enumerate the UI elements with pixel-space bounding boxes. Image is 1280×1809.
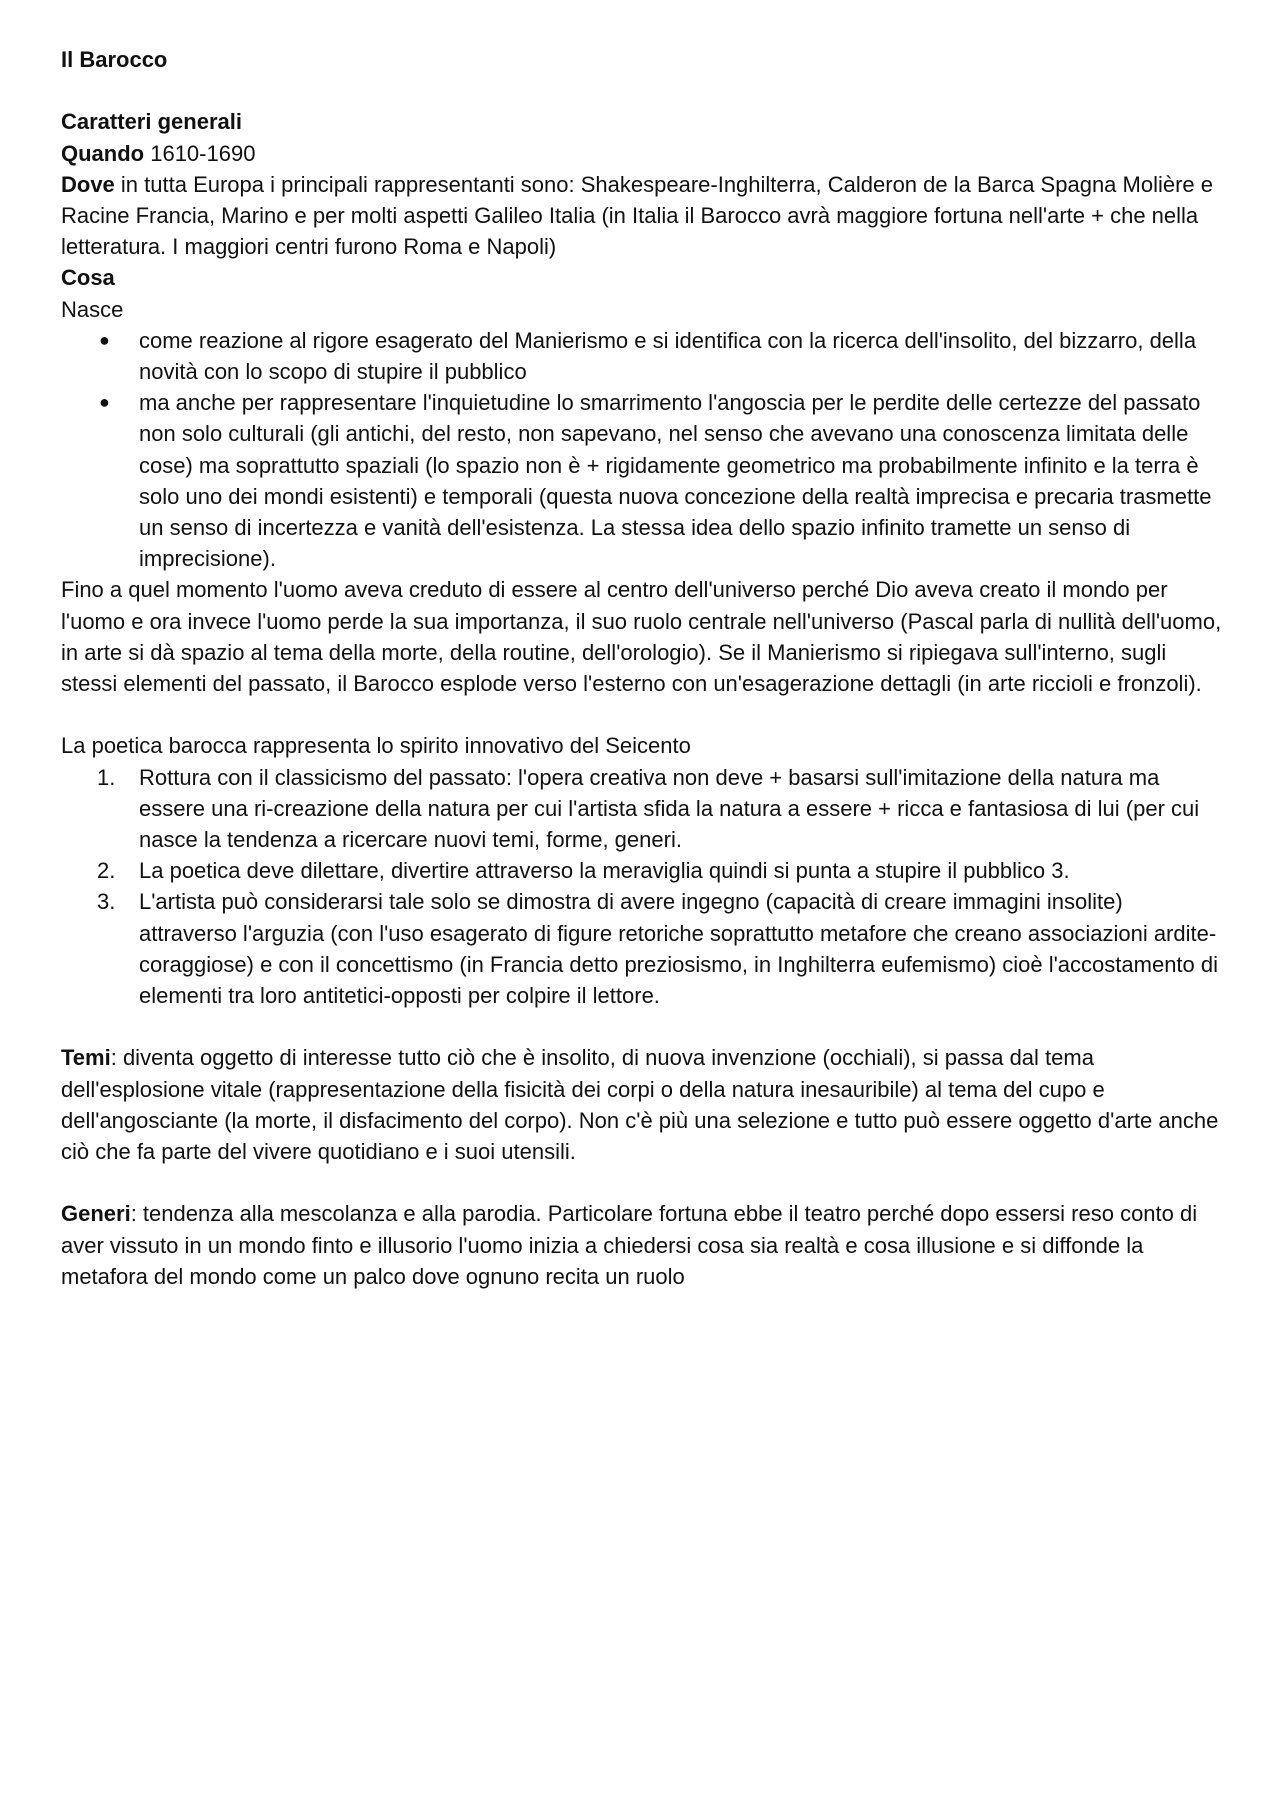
list-text: Rottura con il classicismo del passato: l'opera creativa non deve + basarsi sull'imitazione della natura ma essere una ri-creazione della natura per cui l'artista sfida la natura a essere + ricca e fantasiosa di lui (per cui nasce la tendenza a ricercare nuovi temi, forme, generi. (139, 764, 1200, 853)
bullet-text: ma anche per rappresentare l'inquietudine lo smarrimento l'angoscia per le perdite delle certezze del passato non solo culturali (gli antichi, del resto, non sapevano, nel senso che avevano una conoscenza limitata delle cose) ma soprattutto spaziali (lo spazio non è + rigidamente geometrico ma probabilmente infinito e la terra è solo uno dei mondi esistenti) e temporali (questa nuova concezione della realtà imprecisa e precaria trasmette un senso di incertezza e vanità dell'esistenza. La stessa idea dello spazio infinito tramette un senso di imprecisione). (139, 390, 1212, 572)
poetica-intro: La poetica barocca rappresenta lo spirito innovativo del Seicento (61, 733, 691, 759)
quando-label: Quando (61, 140, 145, 166)
document-page (61, 44, 1226, 1292)
bullet-icon: ● (99, 329, 110, 350)
cosa-intro: Nasce (61, 296, 124, 322)
dove-label: Dove (61, 171, 115, 197)
list-item (61, 387, 1226, 574)
list-item (61, 325, 1226, 387)
list-item (61, 762, 1226, 856)
section-heading: Caratteri generali (61, 109, 242, 135)
spacer (61, 1167, 1226, 1198)
paragraph-uomo: Fino a quel momento l'uomo aveva creduto di essere al centro dell'universo perché Dio aveva creato il mondo per l'uomo e ora invece l'uomo perde la sua importanza, il suo ruolo centrale nell'universo (Pascal parla di nullità dell'uomo, in arte si dà spazio al tema della morte, della routine, dell'orologio). Se il Manierismo si ripiegava sull'interno, sugli stessi elementi del passato, il Barocco esplode verso l'esterno con un'esagerazione dettagli (in arte riccioli e fronzoli). (61, 577, 1222, 697)
list-number: 1. (97, 764, 116, 790)
spacer (61, 1011, 1226, 1042)
temi-label: Temi (61, 1045, 111, 1071)
generi-label: Generi (61, 1201, 131, 1227)
list-number: 3. (97, 889, 116, 915)
spacer (61, 75, 1226, 106)
list-text: L'artista può considerarsi tale solo se dimostra di avere ingegno (capacità di creare immagini insolite) attraverso l'arguzia (con l'uso esagerato di figure retoriche soprattutto metafore che creano associazioni ardite-coraggiose) e con il concettismo (in Francia detto preziosismo, in Inghilterra eufemismo) cioè l'accostamento di elementi tra loro antitetici-opposti per colpire il lettore. (139, 889, 1219, 1009)
bullet-text: come reazione al rigore esagerato del Manierismo e si identifica con la ricerca dell'insolito, del bizzarro, della novità con lo scopo di stupire il pubblico (139, 327, 1197, 385)
generi-text: : tendenza alla mescolanza e alla parodia. Particolare fortuna ebbe il teatro perché dopo essersi reso conto di aver vissuto in un mondo finto e illusorio l'uomo inizia a chiedersi cosa sia realtà e cosa illusione e si diffonde la metafora del mondo come un palco dove ognuno recita un ruolo (61, 1201, 1198, 1289)
list-item (61, 855, 1226, 886)
cosa-label: Cosa (61, 265, 115, 291)
dove-text: in tutta Europa i principali rappresentanti sono: Shakespeare-Inghilterra, Calderon de la Barca Spagna Molière e Racine Francia, Marino e per molti aspetti Galileo Italia (in Italia il Barocco avrà maggiore fortuna nell'arte + che nella letteratura. I maggiori centri furono Roma e Napoli) (61, 171, 1214, 260)
list-item (61, 886, 1226, 1011)
dove-paragraph (61, 169, 1226, 263)
cosa-bullet-list (61, 325, 1226, 575)
poetica-numbered-list (61, 762, 1226, 1012)
quando-line (61, 138, 1226, 169)
list-number: 2. (97, 858, 116, 884)
list-text: La poetica deve dilettare, divertire attraverso la meraviglia quindi si punta a stupire il pubblico 3. (139, 858, 1070, 884)
document-title: Il Barocco (61, 47, 168, 72)
quando-text: 1610-1690 (144, 140, 256, 166)
bullet-icon: ● (99, 392, 110, 413)
temi-paragraph (61, 1042, 1226, 1167)
generi-paragraph (61, 1198, 1226, 1292)
spacer (61, 699, 1226, 730)
temi-text: : diventa oggetto di interesse tutto ciò che è insolito, di nuova invenzione (occhiali), si passa dal tema dell'esplosione vitale (rappresentazione della fisicità dei corpi o della natura inesauribile) al tema del cupo e dell'angosciante (la morte, il disfacimento del corpo). Non c'è più una selezione e tutto può essere oggetto d'arte anche ciò che fa parte del vivere quotidiano e i suoi utensili. (61, 1045, 1219, 1165)
